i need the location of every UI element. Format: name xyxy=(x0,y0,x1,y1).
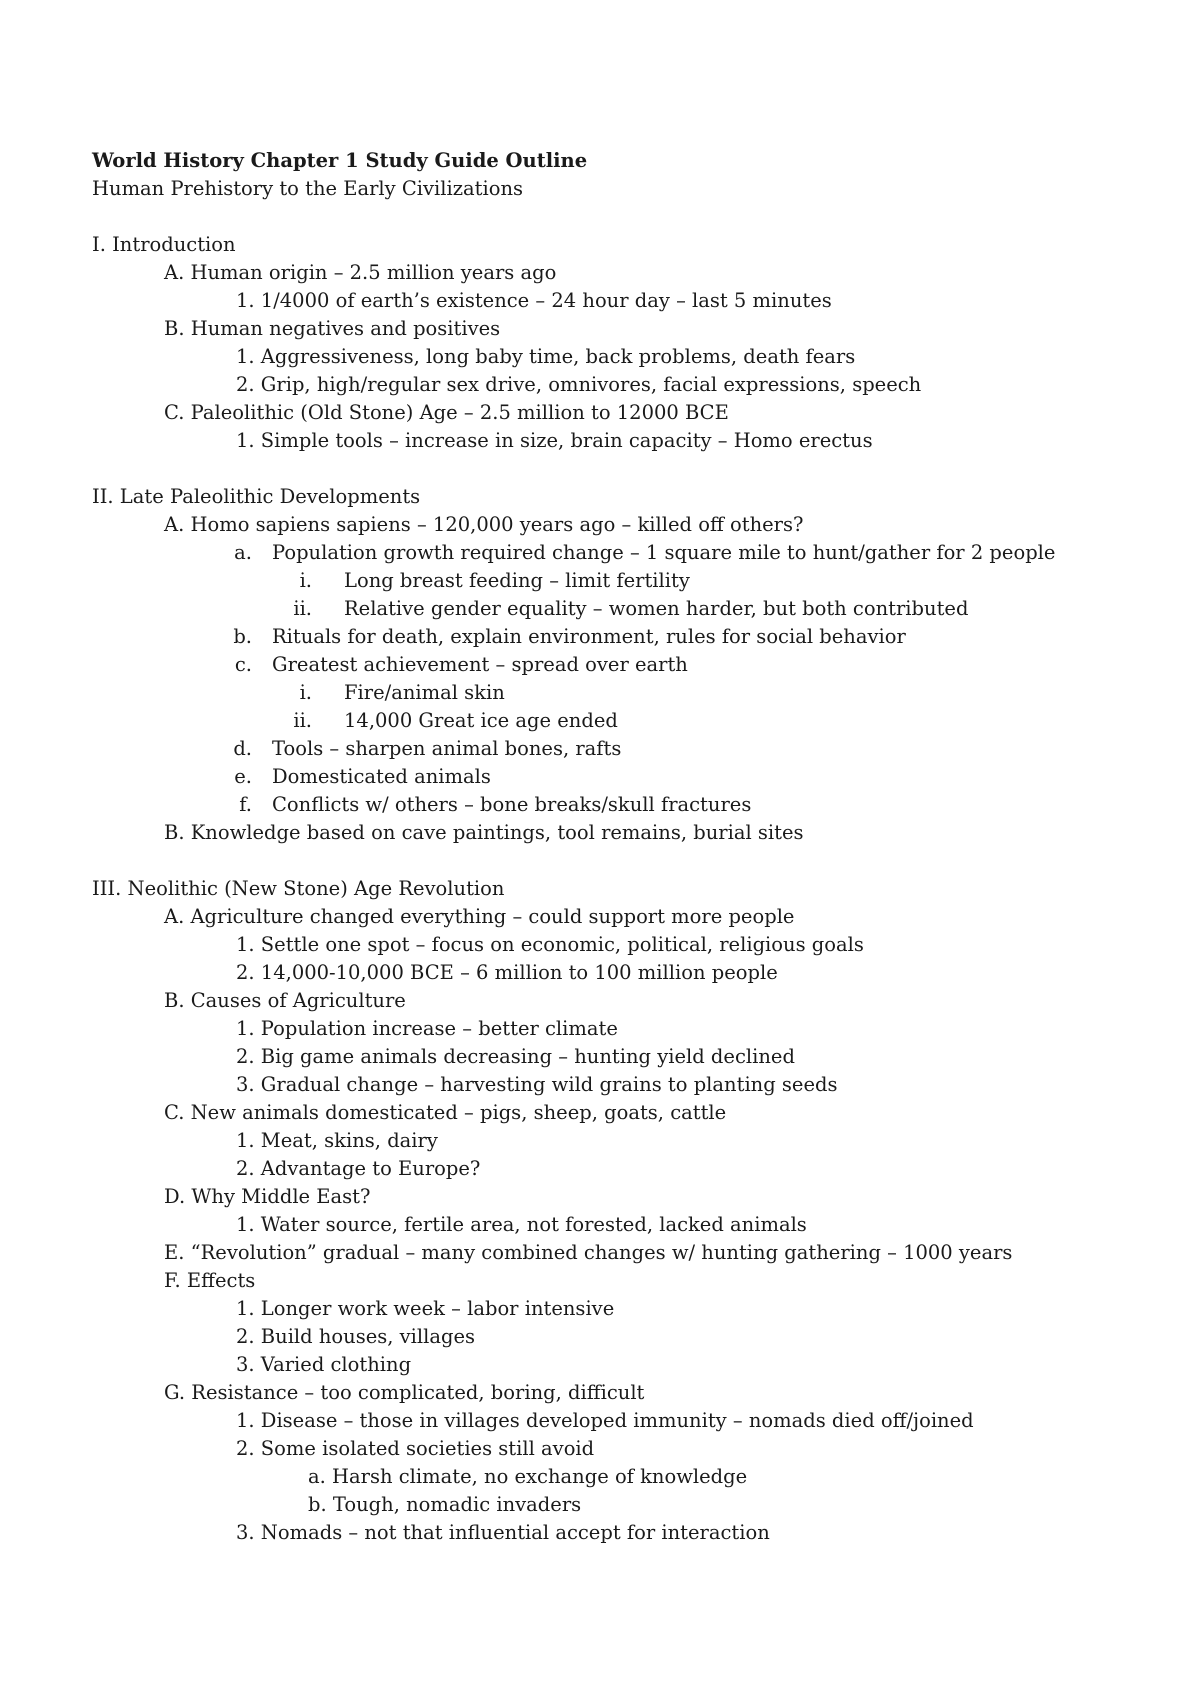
lettered-list-item xyxy=(92,651,1152,679)
outline-item: A. Homo sapiens sapiens – 120,000 years ago – killed off others? xyxy=(164,513,804,536)
lettered-list xyxy=(92,539,1152,819)
outline-item: A. Human origin – 2.5 million years ago xyxy=(164,261,557,284)
list-text: Rituals for death, explain environment, rules for social behavior xyxy=(272,625,906,648)
outline-subsubitem: a. Harsh climate, no exchange of knowledge xyxy=(308,1465,748,1488)
outline-subitem: 1. Aggressiveness, long baby time, back problems, death fears xyxy=(236,345,856,368)
outline-subitem: 1. Settle one spot – focus on economic, political, religious goals xyxy=(236,933,864,956)
lettered-list-item xyxy=(92,735,1152,763)
list-text: Population growth required change – 1 square mile to hunt/gather for 2 people xyxy=(272,541,1056,564)
list-marker: ii. xyxy=(293,597,312,620)
outline-subitem: 3. Gradual change – harvesting wild grains to planting seeds xyxy=(236,1073,838,1096)
list-marker: f. xyxy=(239,793,252,816)
outline-subitem: 2. Big game animals decreasing – hunting yield declined xyxy=(236,1045,795,1068)
list-marker: a. xyxy=(234,541,252,564)
outline-item: A. Agriculture changed everything – could support more people xyxy=(164,905,795,928)
outline-subitem: 3. Nomads – not that influential accept for interaction xyxy=(236,1521,770,1544)
roman-list-item xyxy=(92,707,1152,735)
list-text: Conflicts w/ others – bone breaks/skull fractures xyxy=(272,793,752,816)
section-heading: II. Late Paleolithic Developments xyxy=(92,485,421,508)
outline-subitem: 1. 1/4000 of earth’s existence – 24 hour day – last 5 minutes xyxy=(236,289,832,312)
list-text: Tools – sharpen animal bones, rafts xyxy=(272,737,622,760)
outline-item: G. Resistance – too complicated, boring, difficult xyxy=(164,1381,645,1404)
outline-subitem: 1. Meat, skins, dairy xyxy=(236,1129,438,1152)
outline-subitem: 2. Some isolated societies still avoid xyxy=(236,1437,595,1460)
outline-subitem: 1. Simple tools – increase in size, brain capacity – Homo erectus xyxy=(236,429,873,452)
outline-subitem: 1. Disease – those in villages developed immunity – nomads died off/joined xyxy=(236,1409,974,1432)
list-text: Long breast feeding – limit fertility xyxy=(344,569,690,592)
list-text: Relative gender equality – women harder, but both contributed xyxy=(344,597,969,620)
outline-item: D. Why Middle East? xyxy=(164,1185,371,1208)
lettered-list-item xyxy=(92,539,1152,567)
outline-body xyxy=(92,147,1152,1547)
outline-item: E. “Revolution” gradual – many combined changes w/ hunting gathering – 1000 years xyxy=(164,1241,1013,1264)
outline-item: B. Causes of Agriculture xyxy=(164,989,406,1012)
roman-list-item xyxy=(92,679,1152,707)
outline-subitem: 3. Varied clothing xyxy=(236,1353,412,1376)
lettered-list-item xyxy=(92,791,1152,819)
list-marker: i. xyxy=(299,681,312,704)
list-text: 14,000 Great ice age ended xyxy=(344,709,618,732)
spacer xyxy=(92,203,1152,231)
page-subtitle: Human Prehistory to the Early Civilizations xyxy=(92,177,524,200)
outline-subitem: 1. Water source, fertile area, not forested, lacked animals xyxy=(236,1213,807,1236)
list-marker: ii. xyxy=(293,709,312,732)
outline-subitem: 2. 14,000-10,000 BCE – 6 million to 100 million people xyxy=(236,961,778,984)
list-marker: i. xyxy=(299,569,312,592)
lettered-list-item xyxy=(92,623,1152,651)
outline-subitem: 1. Longer work week – labor intensive xyxy=(236,1297,615,1320)
section-heading: I. Introduction xyxy=(92,233,236,256)
outline-subitem: 2. Advantage to Europe? xyxy=(236,1157,481,1180)
outline-item: C. New animals domesticated – pigs, sheep, goats, cattle xyxy=(164,1101,727,1124)
section-heading: III. Neolithic (New Stone) Age Revolution xyxy=(92,877,505,900)
outline-item: C. Paleolithic (Old Stone) Age – 2.5 million to 12000 BCE xyxy=(164,401,729,424)
outline-item: B. Knowledge based on cave paintings, tool remains, burial sites xyxy=(164,821,804,844)
outline-subitem: 1. Population increase – better climate xyxy=(236,1017,618,1040)
list-marker: e. xyxy=(234,765,252,788)
list-marker: c. xyxy=(234,653,252,676)
list-marker: d. xyxy=(233,737,252,760)
roman-list-item xyxy=(92,567,1152,595)
outline-item: F. Effects xyxy=(164,1269,256,1292)
outline-item: B. Human negatives and positives xyxy=(164,317,501,340)
page-title: World History Chapter 1 Study Guide Outline xyxy=(92,149,588,172)
list-text: Domesticated animals xyxy=(272,765,491,788)
roman-list-item xyxy=(92,595,1152,623)
outline-subitem: 2. Grip, high/regular sex drive, omnivores, facial expressions, speech xyxy=(236,373,922,396)
outline-subsubitem: b. Tough, nomadic invaders xyxy=(308,1493,582,1516)
outline-subitem: 2. Build houses, villages xyxy=(236,1325,476,1348)
list-text: Greatest achievement – spread over earth xyxy=(272,653,688,676)
spacer xyxy=(92,455,1152,483)
list-marker: b. xyxy=(233,625,252,648)
spacer xyxy=(92,847,1152,875)
list-text: Fire/animal skin xyxy=(344,681,505,704)
lettered-list-item xyxy=(92,763,1152,791)
